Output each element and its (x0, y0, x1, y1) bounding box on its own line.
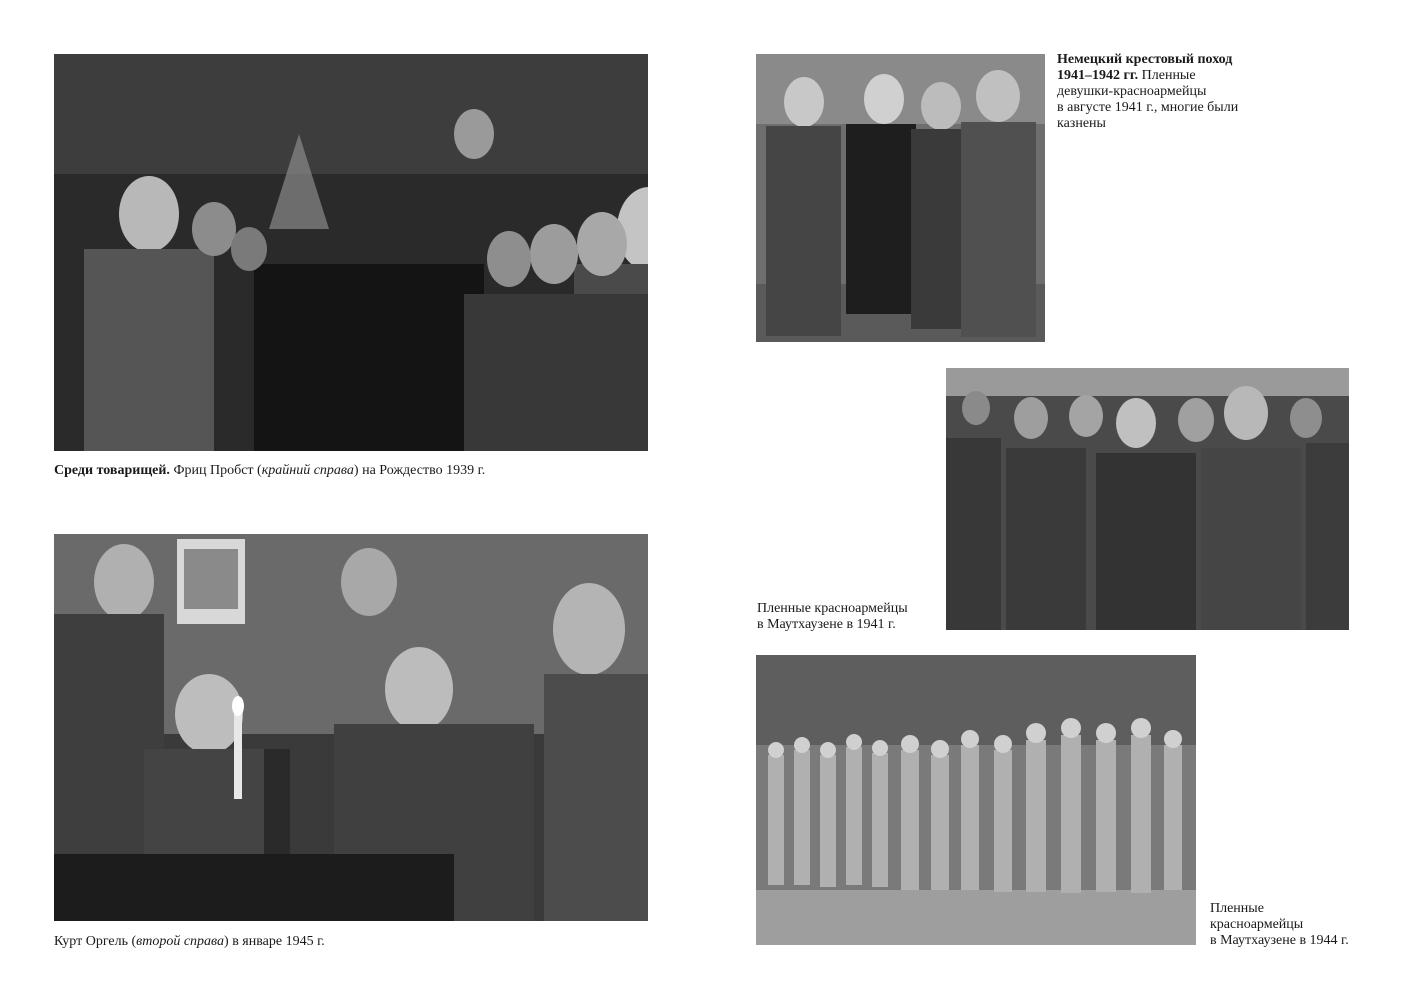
january-caption: Курт Оргель (второй справа) в январе 1945 г. (54, 934, 325, 949)
christmas-1939-photo (54, 54, 648, 451)
january-1945-photo (54, 534, 648, 921)
mauthausen-1941-photo (946, 368, 1349, 630)
mauthausen-1944-photo (756, 655, 1196, 945)
photo-four-women-prisoners-icon (756, 54, 1045, 342)
photo-officers-christmas-table-icon (54, 54, 648, 451)
women-prisoners-photo (756, 54, 1045, 342)
photo-prisoners-in-coats-icon (946, 368, 1349, 630)
mauthausen-1944-caption: Пленные красноармейцы в Маутхаузене в 1944 г. (1210, 901, 1349, 948)
photo-officers-candle-table-icon (54, 534, 648, 921)
mauthausen-1941-caption: Пленные красноармейцы в Маутхаузене в 1941 г. (757, 601, 908, 632)
women-caption: Немецкий крестовый поход 1941–1942 гг. Пленные девушки-красноармейцы в августе 1941 г., многие были казнены (1057, 52, 1239, 131)
photo-emaciated-prisoners-row-icon (756, 655, 1196, 945)
christmas-caption: Среди товарищей. Фриц Пробст (крайний справа) на Рождество 1939 г. (54, 463, 486, 478)
